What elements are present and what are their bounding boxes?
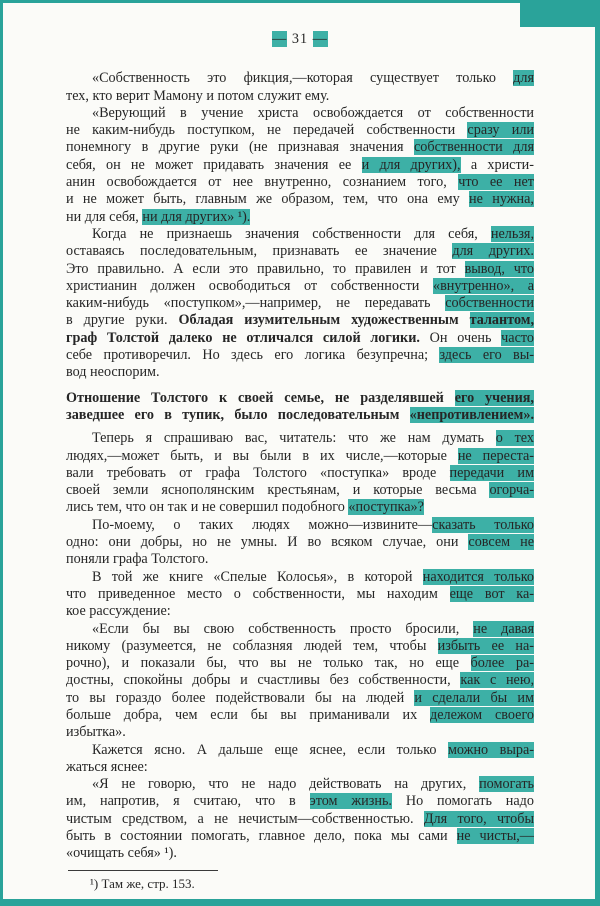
text-line	[66, 430, 534, 447]
scan-highlight-artifact: помогать	[479, 776, 534, 793]
text-run: больше добра, чем если бы вы приманивали их	[66, 706, 430, 723]
text-run: По-моему, о таких людях можно—извините—	[92, 516, 433, 533]
text-line	[66, 672, 534, 689]
text-run: «очищать себя» ¹).	[66, 845, 177, 862]
text-line	[66, 828, 534, 845]
text-line	[66, 811, 534, 828]
text-line	[66, 569, 534, 586]
scan-highlight-artifact: его учения,	[454, 389, 534, 406]
text-line	[66, 122, 534, 139]
text-run: оставаясь последовательным, признавать ее значение	[66, 243, 453, 260]
text-run: им, напротив, я считаю, что в	[66, 793, 310, 810]
scan-highlight-artifact: для	[513, 70, 534, 87]
text-line	[66, 261, 534, 278]
text-run: а христи-	[460, 156, 534, 173]
text-run: никому (разумеется, не соблазняя людей тем, чтобы	[66, 637, 438, 654]
text-line	[66, 295, 534, 312]
footnote	[66, 870, 534, 892]
text-run: каким-нибудь «поступком»,—например, не передавать	[66, 295, 446, 312]
text-run: Но помогать надо	[391, 793, 534, 810]
text-run: людях,—может быть, и вы были в их числе,—которые	[66, 447, 458, 464]
scan-highlight-artifact: можно выра-	[447, 741, 534, 758]
text-line	[66, 586, 534, 603]
text-line	[66, 448, 534, 465]
paragraph	[66, 70, 534, 105]
text-line	[66, 776, 534, 793]
scan-highlight-artifact: талантом,	[469, 312, 534, 329]
text-line	[66, 364, 534, 381]
text-run: вод неоспорим.	[66, 364, 160, 381]
text-line	[66, 243, 534, 260]
text-line	[66, 724, 534, 741]
text-run: своей земли яснополянским крестьянам, и которые весьма	[66, 482, 490, 499]
text-run: чистым средством, а не нечистым—собственностью.	[66, 810, 424, 827]
text-line	[66, 793, 534, 810]
text-run: себе противоречил. Но здесь его логика безупречна;	[66, 347, 440, 364]
text-run: ни для себя,	[66, 208, 143, 225]
paragraph	[66, 569, 534, 621]
text-run: Отношение Толстого к своей семье, не разделявшей	[66, 389, 455, 406]
text-run: не каким-нибудь поступком, не передачей собственности	[66, 122, 468, 139]
text-run: «Я не говорю, что не надо действовать на других,	[92, 776, 480, 793]
text-run: Кажется ясно. А дальше еще яснее, если только	[92, 741, 448, 758]
scan-highlight-artifact: —	[312, 31, 328, 47]
text-line	[66, 845, 534, 862]
scan-highlight-artifact: и сделали бы им	[414, 689, 534, 706]
text-run: что приведенное место о собственности, мы находим	[66, 585, 450, 602]
text-run: одно: они добры, но не умны. И во всяком случае, они	[66, 534, 469, 551]
paragraph	[66, 621, 534, 742]
text-column	[66, 31, 534, 863]
text-run: понемногу в другие руки (не признавая значения	[66, 139, 414, 156]
text-line	[66, 88, 534, 105]
text-run: в другие руки.	[66, 312, 179, 329]
text-line	[66, 759, 534, 776]
scan-highlight-artifact: этом жизнь.	[309, 793, 392, 810]
text-run: 31	[287, 31, 313, 47]
paragraph	[66, 776, 534, 862]
scan-highlight-artifact: как с нею,	[460, 672, 534, 689]
text-line	[66, 390, 534, 407]
text-run: Теперь я спрашиваю вас, читатель: что же нам думать	[92, 430, 496, 447]
scan-highlight-artifact: Для того, чтобы	[423, 810, 534, 827]
scan-highlight-artifact: здесь его вы-	[439, 347, 534, 364]
footnote-text: ¹) Там же, стр. 153.	[90, 875, 195, 891]
paragraph	[66, 517, 534, 569]
text-run: то вы гораздо более подействовали бы на людей	[66, 689, 415, 706]
scan-highlight-artifact: «непротивлением».	[409, 406, 534, 423]
paragraph	[66, 105, 534, 226]
text-line	[66, 347, 534, 364]
scan-highlight-artifact: огорча-	[489, 482, 534, 499]
text-run: «Если бы вы свою собственность просто бросили,	[92, 620, 474, 637]
scan-highlight-artifact: собственности	[445, 295, 534, 312]
paragraph	[66, 742, 534, 777]
text-line	[66, 312, 534, 329]
text-run: поняли графа Толстого.	[66, 551, 209, 568]
text-run: В той же книге «Спелые Колосья», в которой	[92, 568, 423, 585]
text-line	[66, 603, 534, 620]
text-line	[66, 621, 534, 638]
text-run: жаться яснее:	[66, 758, 148, 775]
text-run: избытка».	[66, 724, 126, 741]
text-run: Обладая изумительным художественным	[178, 312, 470, 329]
paragraph	[66, 430, 534, 516]
page-number	[66, 31, 534, 48]
text-run: достны, спокойны добры и счастливы без собственности,	[66, 672, 461, 689]
text-line	[66, 534, 534, 551]
text-line	[66, 31, 534, 48]
text-line	[66, 499, 534, 516]
text-line	[66, 638, 534, 655]
text-line	[66, 139, 534, 156]
scan-highlight-artifact: избыть ее на-	[437, 637, 534, 654]
text-run: заведшее его в тупик, было последовательным	[66, 406, 410, 423]
text-run: тех, кто верит Мамону и потом служит ему.	[66, 87, 330, 104]
text-line	[66, 551, 534, 568]
scan-highlight-artifact: ни для других» ¹).	[142, 208, 251, 225]
scan-highlight-artifact: «внутренно», а	[432, 277, 534, 294]
text-line	[66, 105, 534, 122]
text-run: граф Толстой далеко не отличался силой логики.	[66, 329, 420, 346]
text-line	[66, 407, 534, 424]
text-line	[66, 482, 534, 499]
text-line	[66, 226, 534, 243]
scan-highlight-artifact: собственности для	[414, 139, 534, 156]
footnote-rule	[68, 870, 218, 871]
text-run: Он очень	[419, 329, 502, 346]
scan-highlight-artifact: и для других),	[361, 156, 461, 173]
scan-highlight-artifact: совсем не	[468, 534, 534, 551]
scan-highlight-artifact: для других.	[452, 243, 534, 260]
text-run: себя, он не может придавать значения ее	[66, 156, 362, 173]
scan-highlight-artifact: о тех	[495, 430, 534, 447]
text-run: и не может быть, главным же образом, тем, что она ему	[66, 191, 470, 208]
text-line	[66, 330, 534, 347]
scan-highlight-artifact: передачи им	[449, 464, 534, 481]
text-run: Когда не признаешь значения собственности для себя,	[92, 225, 491, 242]
text-line	[66, 517, 534, 534]
text-run: рочно), и показали бы, что вы не только так, но еще	[66, 655, 471, 672]
text-line	[66, 174, 534, 191]
text-run: Это правильно. А если это правильно, то правилен и тот	[66, 260, 465, 277]
scan-highlight-artifact: дележом своего	[430, 706, 534, 723]
scan-highlight-artifact: не давая	[473, 620, 534, 637]
text-run: вали требовать от графа Толстого «поступка» вроде	[66, 464, 450, 481]
scan-highlight-artifact: не нужна,	[469, 191, 534, 208]
scan-highlight-artifact: сразу или	[467, 122, 534, 139]
scan-highlight-artifact: «поступка»?	[348, 499, 424, 516]
scan-highlight-artifact: что ее нет	[458, 174, 534, 191]
scan-highlight-artifact: сказать только	[432, 516, 534, 533]
text-line	[66, 157, 534, 174]
scan-highlight-artifact: более ра-	[470, 655, 534, 672]
scan-highlight-artifact: вывод, что	[464, 260, 534, 277]
scan-highlight-artifact: часто	[501, 329, 534, 346]
text-line	[66, 707, 534, 724]
text-run: «Собственность это фикция,—которая существует только	[92, 70, 514, 87]
text-run: анин освобождается от нее внутренно, сознанием того,	[66, 174, 459, 191]
text-line	[66, 655, 534, 672]
text-line	[66, 465, 534, 482]
text-line	[66, 70, 534, 87]
text-run: лись тем, что он так и не совершил подобного	[66, 499, 349, 516]
text-line	[66, 742, 534, 759]
scan-highlight-artifact: не чисты,—	[456, 828, 534, 845]
text-run: быть в состоянии помогать, главное дело, пока мы сами	[66, 828, 457, 845]
text-line	[66, 278, 534, 295]
text-line	[66, 209, 534, 226]
paragraph	[66, 226, 534, 382]
scan-highlight-artifact: не переста-	[457, 447, 534, 464]
text-line	[66, 191, 534, 208]
text-run: «Верующий в учение христа освобождается от собственности	[92, 104, 534, 121]
text-line	[66, 690, 534, 707]
text-run: христианин должен освободиться от собственности	[66, 277, 433, 294]
scan-highlight-artifact: находится только	[422, 568, 534, 585]
scan-highlight-artifact: нельзя,	[490, 225, 534, 242]
scan-highlight-artifact: —	[272, 31, 288, 47]
emphasis-paragraph	[66, 390, 534, 425]
text-run: кое рассуждение:	[66, 603, 171, 620]
scan-highlight-artifact: еще вот ка-	[449, 585, 534, 602]
